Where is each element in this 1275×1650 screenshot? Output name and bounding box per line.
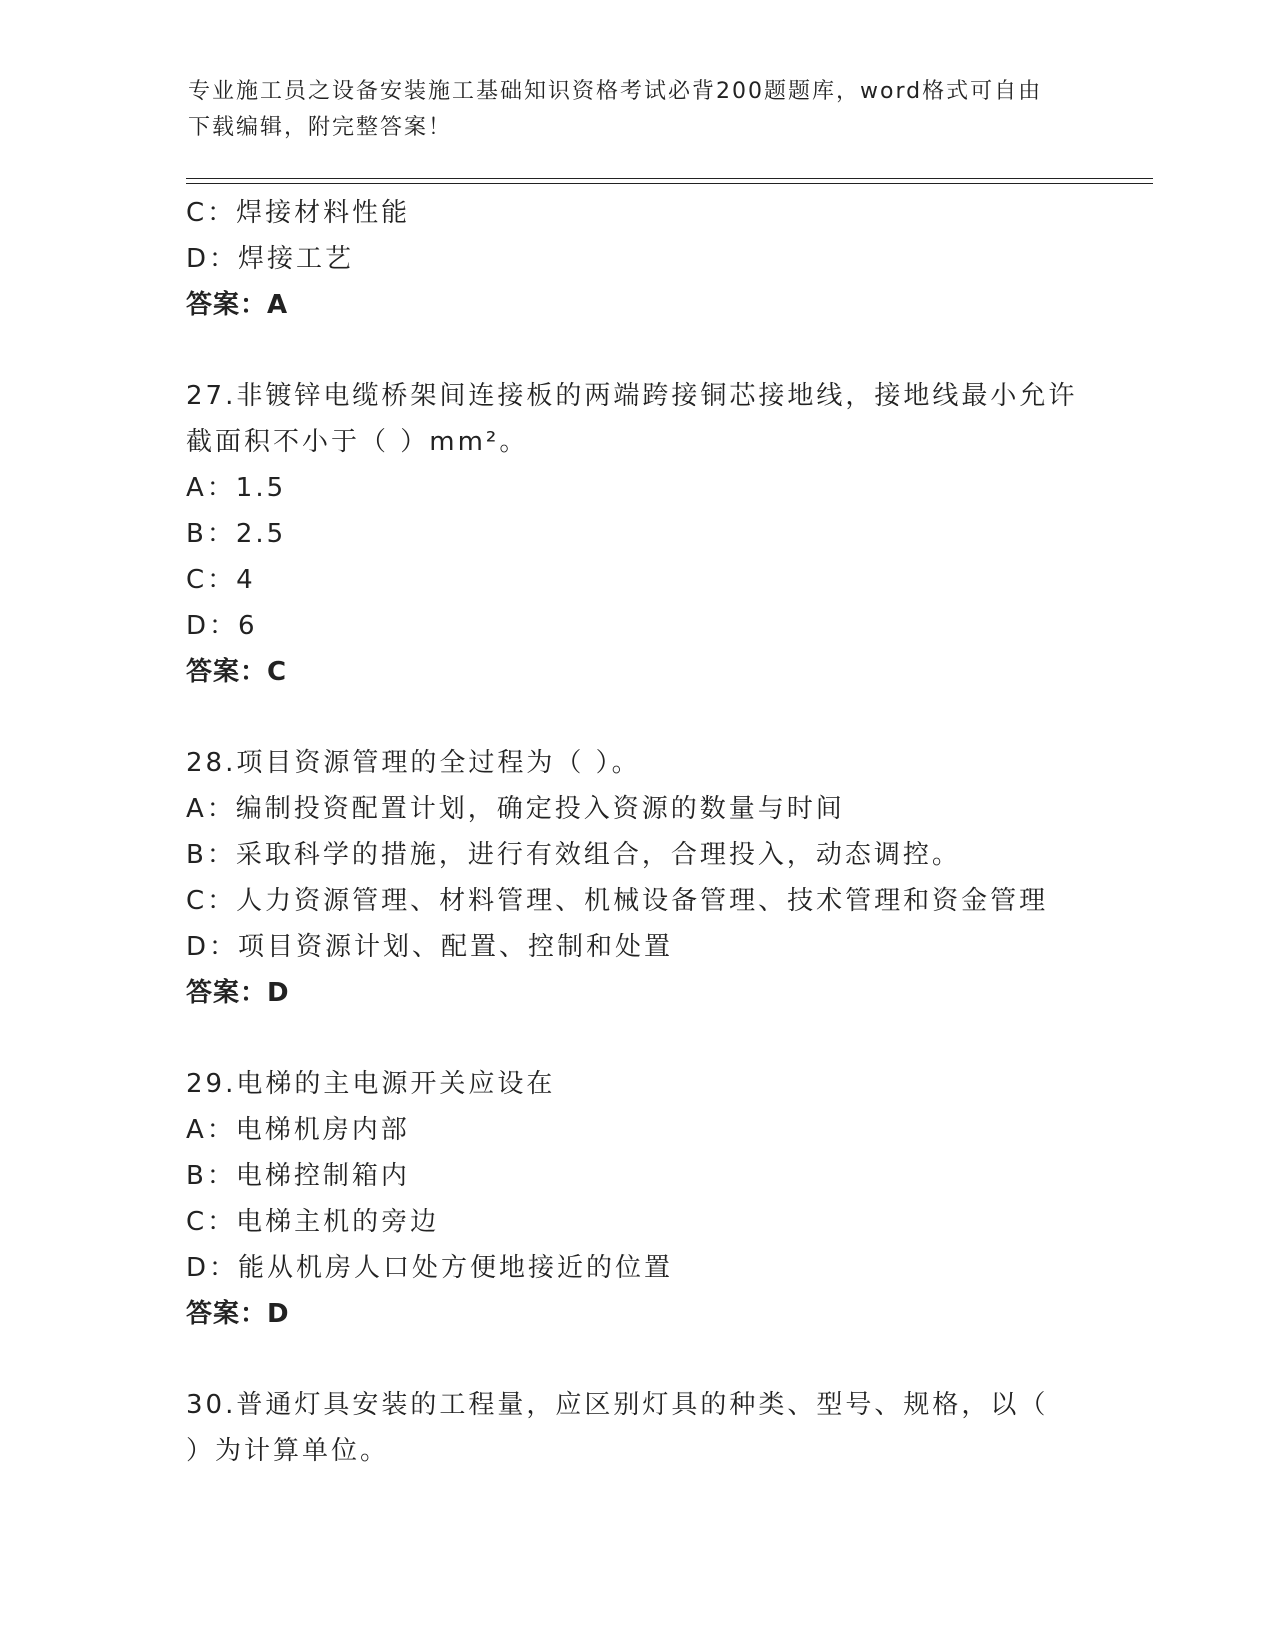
option-d: D：焊接工艺 bbox=[186, 244, 355, 274]
header-line-2: 下载编辑，附完整答案！ bbox=[188, 115, 453, 140]
question-list bbox=[186, 190, 1086, 1474]
question-text-line-1: 28.项目资源管理的全过程为（ ）。 bbox=[186, 748, 641, 778]
question-text-line-1: 27.非镀锌电缆桥架间连接板的两端跨接铜芯接地线，接地线最小允许 bbox=[186, 381, 1078, 411]
question-26-tail bbox=[186, 190, 1086, 328]
option-c: C：人力资源管理、材料管理、机械设备管理、技术管理和资金管理 bbox=[186, 886, 1049, 916]
answer-line: 答案：D bbox=[186, 978, 290, 1008]
answer-line: 答案：A bbox=[186, 290, 289, 320]
option-c: C：电梯主机的旁边 bbox=[186, 1207, 440, 1237]
option-b: B：采取科学的措施，进行有效组合，合理投入，动态调控。 bbox=[186, 840, 961, 870]
question-30 bbox=[186, 1382, 1086, 1474]
option-d: D：项目资源计划、配置、控制和处置 bbox=[186, 932, 674, 962]
header-line-1: 专业施工员之设备安装施工基础知识资格考试必背200题题库，word格式可自由 bbox=[188, 79, 1043, 104]
question-text-line-1: 29.电梯的主电源开关应设在 bbox=[186, 1069, 556, 1099]
question-29 bbox=[186, 1061, 1086, 1337]
option-c: C：焊接材料性能 bbox=[186, 198, 411, 228]
option-a: A：1.5 bbox=[186, 473, 287, 503]
question-text-line-2: ）为计算单位。 bbox=[186, 1436, 390, 1466]
option-c: C：4 bbox=[186, 565, 256, 595]
option-d: D：6 bbox=[186, 611, 258, 641]
option-b: B：电梯控制箱内 bbox=[186, 1161, 410, 1191]
answer-line: 答案：D bbox=[186, 1299, 290, 1329]
answer-line: 答案：C bbox=[186, 657, 288, 687]
document-header bbox=[188, 74, 1068, 146]
option-d: D：能从机房人口处方便地接近的位置 bbox=[186, 1253, 674, 1283]
option-b: B：2.5 bbox=[186, 519, 287, 549]
question-28 bbox=[186, 740, 1086, 1016]
question-text-line-2: 截面积不小于（ ）mm²。 bbox=[186, 427, 529, 457]
option-a: A：电梯机房内部 bbox=[186, 1115, 410, 1145]
header-divider-top bbox=[186, 178, 1153, 179]
question-text-line-1: 30.普通灯具安装的工程量，应区别灯具的种类、型号、规格，以（ bbox=[186, 1390, 1049, 1420]
option-a: A：编制投资配置计划，确定投入资源的数量与时间 bbox=[186, 794, 845, 824]
question-27 bbox=[186, 373, 1086, 695]
header-divider-bottom bbox=[186, 183, 1153, 184]
